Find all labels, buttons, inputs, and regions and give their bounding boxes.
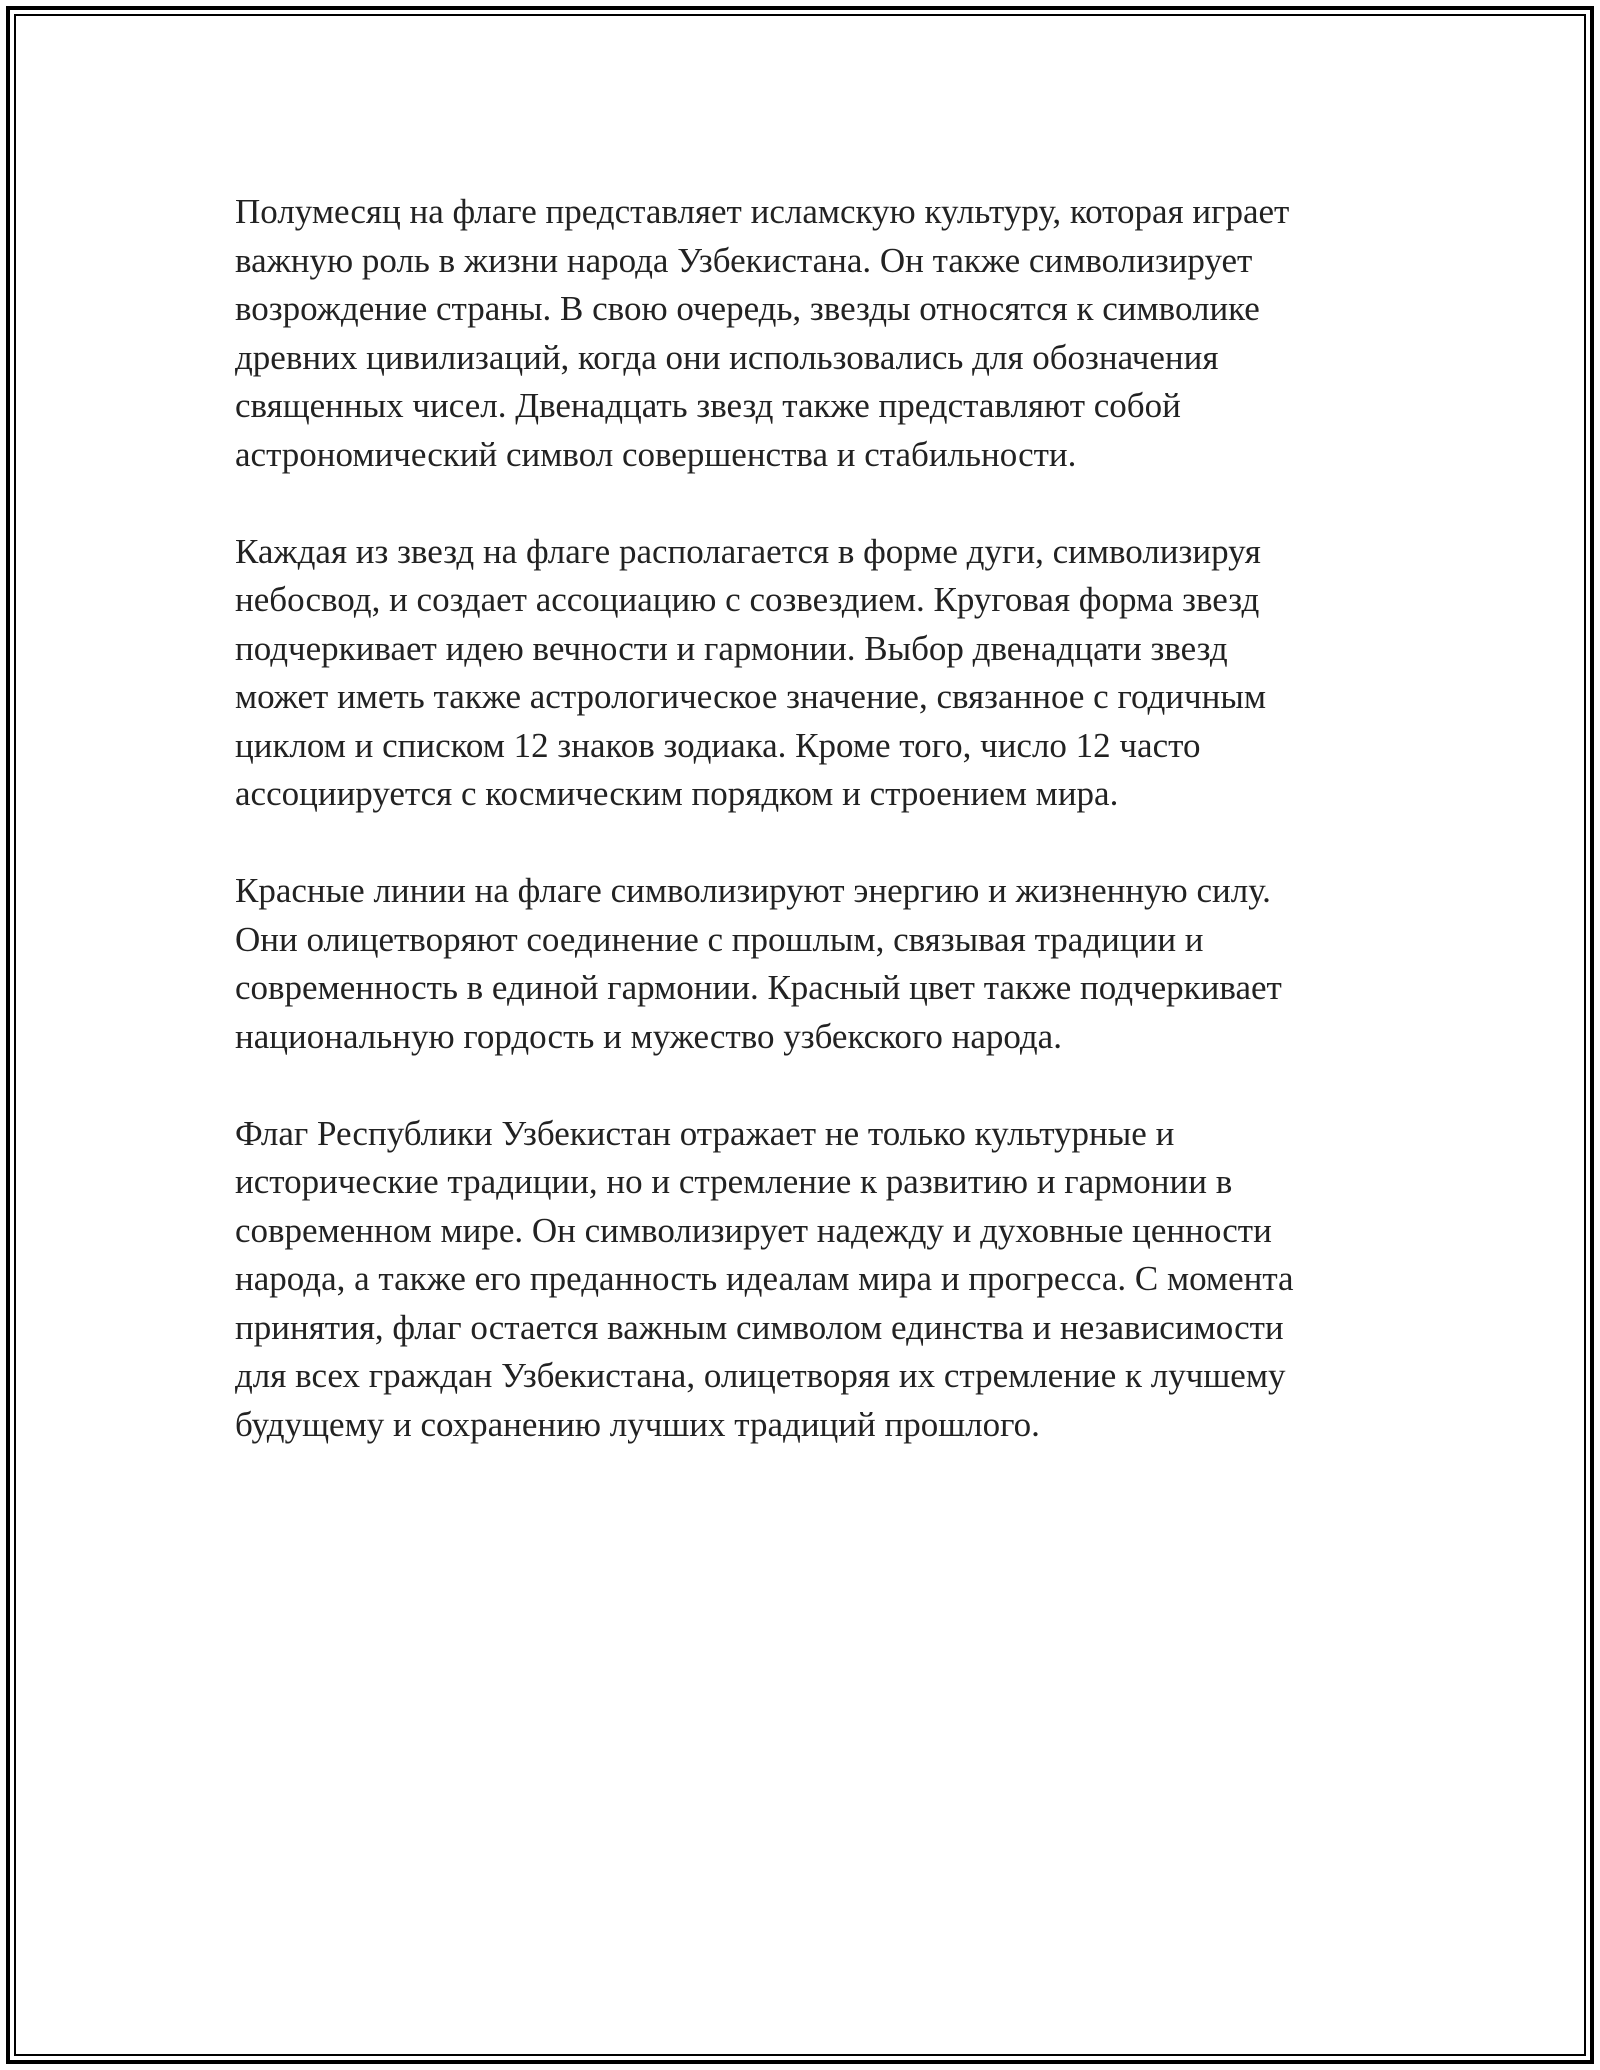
text-line: может иметь также астрологическое значение, связанное с годичным xyxy=(235,677,1266,716)
text-line: древних цивилизаций, когда они использовались для обозначения xyxy=(235,337,1219,377)
text-line: важную роль в жизни народа Узбекистана. Он также символизирует xyxy=(235,240,1253,280)
text-line: современность в единой гармонии. Красный цвет также подчеркивает xyxy=(235,968,1282,1007)
text-line: астрономический символ совершенства и стабильности. xyxy=(235,434,1077,474)
text-line: священных чисел. Двенадцать звезд также представляют собой xyxy=(235,386,1181,425)
text-line: Они олицетворяют соединение с прошлым, связывая традиции и xyxy=(235,919,1204,959)
text-line: Флаг Республики Узбекистан отражает не только культурные и xyxy=(235,1113,1175,1153)
paragraph-4 xyxy=(235,1110,1365,1450)
paragraph-3 xyxy=(235,867,1365,1061)
document-body xyxy=(235,188,1365,1498)
text-line: Каждая из звезд на флаге располагается в форме дуги, символизируя xyxy=(235,531,1261,571)
text-line: современном мире. Он символизирует надежду и духовные ценности xyxy=(235,1210,1272,1250)
text-line: национальную гордость и мужество узбекского народа. xyxy=(235,1016,1062,1056)
text-line: ассоциируется с космическим порядком и строением мира. xyxy=(235,774,1119,813)
text-line: исторические традиции, но и стремление к развитию и гармонии в xyxy=(235,1162,1233,1201)
text-line: принятия, флаг остается важным символом единства и независимости xyxy=(235,1307,1284,1347)
text-line: для всех граждан Узбекистана, олицетворяя их стремление к лучшему xyxy=(235,1356,1286,1395)
text-line: Красные линии на флаге символизируют энергию и жизненную силу. xyxy=(235,871,1271,910)
text-line: подчеркивает идею вечности и гармонии. Выбор двенадцати звезд xyxy=(235,628,1228,668)
text-line: Полумесяц на флаге представляет исламскую культуру, которая играет xyxy=(235,192,1290,231)
text-line: будущему и сохранению лучших традиций прошлого. xyxy=(235,1404,1040,1444)
text-line: возрождение страны. В свою очередь, звезды относятся к символике xyxy=(235,289,1260,328)
text-line: народа, а также его преданность идеалам мира и прогресса. С момента xyxy=(235,1259,1294,1298)
paragraph-1 xyxy=(235,188,1365,479)
text-line: небосвод, и создает ассоциацию с созвездием. Круговая форма звезд xyxy=(235,580,1260,619)
text-line: циклом и списком 12 знаков зодиака. Кроме того, число 12 часто xyxy=(235,725,1201,765)
paragraph-2 xyxy=(235,528,1365,819)
